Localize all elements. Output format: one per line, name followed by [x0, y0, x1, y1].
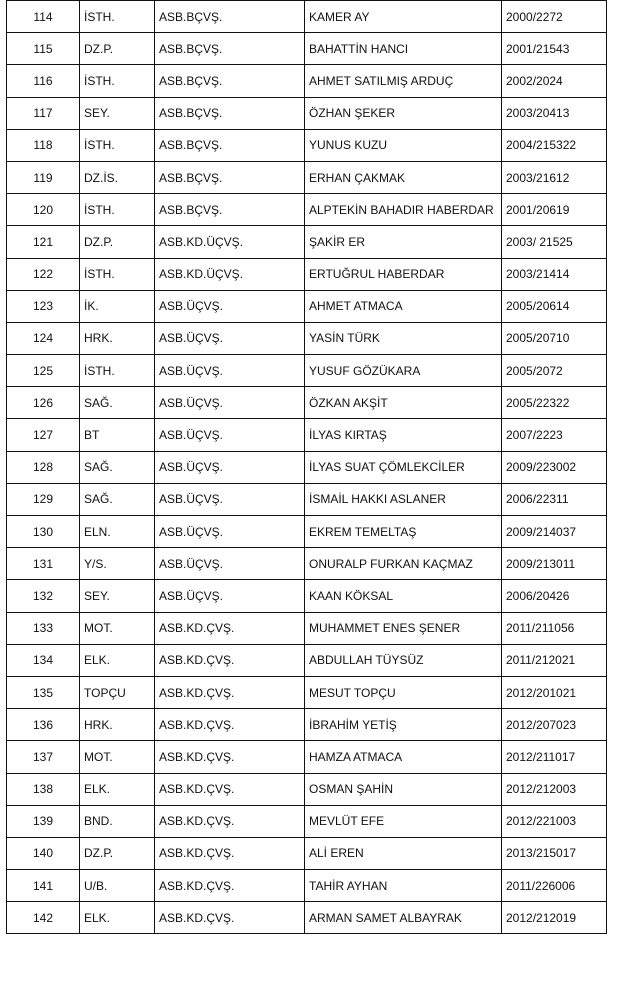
name-cell: ALPTEKİN BAHADIR HABERDAR: [305, 194, 502, 226]
branch-cell: İK.: [80, 290, 155, 322]
branch-cell: U/B.: [80, 870, 155, 902]
rank-cell: ASB.BÇVŞ.: [155, 129, 305, 161]
rank-cell: ASB.KD.ÜÇVŞ.: [155, 226, 305, 258]
registry-number-cell: 2009/213011: [502, 548, 607, 580]
registry-number-cell: 2011/226006: [502, 870, 607, 902]
table-row: [7, 226, 607, 258]
name-cell: ERTUĞRUL HABERDAR: [305, 258, 502, 290]
name-cell: HAMZA ATMACA: [305, 741, 502, 773]
name-cell: İLYAS SUAT ÇÖMLEKCİLER: [305, 451, 502, 483]
rank-cell: ASB.ÜÇVŞ.: [155, 290, 305, 322]
table-row: [7, 161, 607, 193]
rank-cell: ASB.ÜÇVŞ.: [155, 548, 305, 580]
table-row: [7, 483, 607, 515]
branch-cell: BT: [80, 419, 155, 451]
table-row: [7, 387, 607, 419]
row-number-cell: 133: [7, 612, 80, 644]
name-cell: MESUT TOPÇU: [305, 676, 502, 708]
name-cell: ONURALP FURKAN KAÇMAZ: [305, 548, 502, 580]
branch-cell: Y/S.: [80, 548, 155, 580]
registry-number-cell: 2005/20614: [502, 290, 607, 322]
name-cell: İLYAS KIRTAŞ: [305, 419, 502, 451]
name-cell: YUSUF GÖZÜKARA: [305, 355, 502, 387]
registry-number-cell: 2012/212019: [502, 902, 607, 934]
table-row: [7, 580, 607, 612]
rank-cell: ASB.ÜÇVŞ.: [155, 451, 305, 483]
table-row: [7, 902, 607, 934]
branch-cell: İSTH.: [80, 258, 155, 290]
table-row: [7, 548, 607, 580]
table-row: [7, 612, 607, 644]
branch-cell: İSTH.: [80, 1, 155, 33]
row-number-cell: 141: [7, 870, 80, 902]
rank-cell: ASB.KD.ÇVŞ.: [155, 837, 305, 869]
row-number-cell: 121: [7, 226, 80, 258]
branch-cell: SAĞ.: [80, 451, 155, 483]
branch-cell: HRK.: [80, 709, 155, 741]
name-cell: ERHAN ÇAKMAK: [305, 161, 502, 193]
table-row: [7, 451, 607, 483]
registry-number-cell: 2002/2024: [502, 65, 607, 97]
row-number-cell: 139: [7, 805, 80, 837]
table-row: [7, 1, 607, 33]
registry-number-cell: 2001/21543: [502, 33, 607, 65]
table-row: [7, 65, 607, 97]
row-number-cell: 114: [7, 1, 80, 33]
row-number-cell: 125: [7, 355, 80, 387]
row-number-cell: 129: [7, 483, 80, 515]
table-row: [7, 355, 607, 387]
name-cell: MEVLÜT EFE: [305, 805, 502, 837]
personnel-table: [6, 0, 607, 934]
personnel-list-page: [6, 0, 606, 934]
row-number-cell: 128: [7, 451, 80, 483]
registry-number-cell: 2003/21414: [502, 258, 607, 290]
rank-cell: ASB.BÇVŞ.: [155, 194, 305, 226]
registry-number-cell: 2005/22322: [502, 387, 607, 419]
rank-cell: ASB.KD.ÇVŞ.: [155, 644, 305, 676]
rank-cell: ASB.BÇVŞ.: [155, 97, 305, 129]
branch-cell: SAĞ.: [80, 387, 155, 419]
name-cell: ALİ EREN: [305, 837, 502, 869]
row-number-cell: 142: [7, 902, 80, 934]
registry-number-cell: 2000/2272: [502, 1, 607, 33]
rank-cell: ASB.BÇVŞ.: [155, 33, 305, 65]
name-cell: ÖZKAN AKŞİT: [305, 387, 502, 419]
registry-number-cell: 2012/207023: [502, 709, 607, 741]
row-number-cell: 122: [7, 258, 80, 290]
registry-number-cell: 2012/211017: [502, 741, 607, 773]
branch-cell: İSTH.: [80, 194, 155, 226]
row-number-cell: 115: [7, 33, 80, 65]
rank-cell: ASB.KD.ÇVŞ.: [155, 709, 305, 741]
rank-cell: ASB.KD.ÇVŞ.: [155, 805, 305, 837]
row-number-cell: 127: [7, 419, 80, 451]
registry-number-cell: 2012/201021: [502, 676, 607, 708]
branch-cell: MOT.: [80, 741, 155, 773]
branch-cell: İSTH.: [80, 129, 155, 161]
rank-cell: ASB.ÜÇVŞ.: [155, 483, 305, 515]
registry-number-cell: 2006/20426: [502, 580, 607, 612]
branch-cell: DZ.P.: [80, 33, 155, 65]
personnel-table-body: [7, 1, 607, 934]
name-cell: AHMET ATMACA: [305, 290, 502, 322]
row-number-cell: 138: [7, 773, 80, 805]
name-cell: İSMAİL HAKKI ASLANER: [305, 483, 502, 515]
branch-cell: SEY.: [80, 97, 155, 129]
branch-cell: ELN.: [80, 516, 155, 548]
row-number-cell: 131: [7, 548, 80, 580]
branch-cell: İSTH.: [80, 355, 155, 387]
rank-cell: ASB.KD.ÇVŞ.: [155, 676, 305, 708]
table-row: [7, 129, 607, 161]
name-cell: ABDULLAH TÜYSÜZ: [305, 644, 502, 676]
registry-number-cell: 2009/214037: [502, 516, 607, 548]
rank-cell: ASB.BÇVŞ.: [155, 1, 305, 33]
branch-cell: DZ.İS.: [80, 161, 155, 193]
registry-number-cell: 2005/20710: [502, 322, 607, 354]
branch-cell: BND.: [80, 805, 155, 837]
table-row: [7, 870, 607, 902]
table-row: [7, 676, 607, 708]
registry-number-cell: 2009/223002: [502, 451, 607, 483]
branch-cell: İSTH.: [80, 65, 155, 97]
row-number-cell: 130: [7, 516, 80, 548]
row-number-cell: 134: [7, 644, 80, 676]
row-number-cell: 117: [7, 97, 80, 129]
registry-number-cell: 2003/20413: [502, 97, 607, 129]
branch-cell: ELK.: [80, 644, 155, 676]
row-number-cell: 120: [7, 194, 80, 226]
row-number-cell: 140: [7, 837, 80, 869]
branch-cell: MOT.: [80, 612, 155, 644]
registry-number-cell: 2007/2223: [502, 419, 607, 451]
rank-cell: ASB.ÜÇVŞ.: [155, 355, 305, 387]
branch-cell: ELK.: [80, 773, 155, 805]
row-number-cell: 132: [7, 580, 80, 612]
name-cell: EKREM TEMELTAŞ: [305, 516, 502, 548]
name-cell: ŞAKİR ER: [305, 226, 502, 258]
row-number-cell: 136: [7, 709, 80, 741]
row-number-cell: 135: [7, 676, 80, 708]
table-row: [7, 516, 607, 548]
branch-cell: SEY.: [80, 580, 155, 612]
branch-cell: DZ.P.: [80, 837, 155, 869]
registry-number-cell: 2001/20619: [502, 194, 607, 226]
name-cell: YUNUS KUZU: [305, 129, 502, 161]
registry-number-cell: 2012/221003: [502, 805, 607, 837]
row-number-cell: 123: [7, 290, 80, 322]
registry-number-cell: 2003/21612: [502, 161, 607, 193]
name-cell: KAMER AY: [305, 1, 502, 33]
table-row: [7, 290, 607, 322]
name-cell: ARMAN SAMET ALBAYRAK: [305, 902, 502, 934]
name-cell: YASİN TÜRK: [305, 322, 502, 354]
row-number-cell: 126: [7, 387, 80, 419]
name-cell: İBRAHİM YETİŞ: [305, 709, 502, 741]
branch-cell: DZ.P.: [80, 226, 155, 258]
rank-cell: ASB.ÜÇVŞ.: [155, 516, 305, 548]
name-cell: OSMAN ŞAHİN: [305, 773, 502, 805]
table-row: [7, 773, 607, 805]
rank-cell: ASB.ÜÇVŞ.: [155, 322, 305, 354]
rank-cell: ASB.KD.ÇVŞ.: [155, 773, 305, 805]
rank-cell: ASB.KD.ÇVŞ.: [155, 612, 305, 644]
branch-cell: ELK.: [80, 902, 155, 934]
table-row: [7, 258, 607, 290]
table-row: [7, 709, 607, 741]
table-row: [7, 322, 607, 354]
registry-number-cell: 2006/22311: [502, 483, 607, 515]
table-row: [7, 33, 607, 65]
registry-number-cell: 2005/2072: [502, 355, 607, 387]
name-cell: KAAN KÖKSAL: [305, 580, 502, 612]
table-row: [7, 644, 607, 676]
registry-number-cell: 2012/212003: [502, 773, 607, 805]
registry-number-cell: 2004/215322: [502, 129, 607, 161]
name-cell: ÖZHAN ŞEKER: [305, 97, 502, 129]
branch-cell: HRK.: [80, 322, 155, 354]
rank-cell: ASB.KD.ÜÇVŞ.: [155, 258, 305, 290]
name-cell: TAHİR AYHAN: [305, 870, 502, 902]
table-row: [7, 741, 607, 773]
rank-cell: ASB.KD.ÇVŞ.: [155, 741, 305, 773]
row-number-cell: 119: [7, 161, 80, 193]
row-number-cell: 137: [7, 741, 80, 773]
registry-number-cell: 2003/ 21525: [502, 226, 607, 258]
registry-number-cell: 2011/211056: [502, 612, 607, 644]
rank-cell: ASB.BÇVŞ.: [155, 161, 305, 193]
table-row: [7, 837, 607, 869]
branch-cell: TOPÇU: [80, 676, 155, 708]
row-number-cell: 124: [7, 322, 80, 354]
name-cell: AHMET SATILMIŞ ARDUÇ: [305, 65, 502, 97]
rank-cell: ASB.KD.ÇVŞ.: [155, 902, 305, 934]
rank-cell: ASB.ÜÇVŞ.: [155, 580, 305, 612]
branch-cell: SAĞ.: [80, 483, 155, 515]
name-cell: MUHAMMET ENES ŞENER: [305, 612, 502, 644]
row-number-cell: 116: [7, 65, 80, 97]
table-row: [7, 97, 607, 129]
table-row: [7, 194, 607, 226]
rank-cell: ASB.BÇVŞ.: [155, 65, 305, 97]
rank-cell: ASB.ÜÇVŞ.: [155, 419, 305, 451]
rank-cell: ASB.KD.ÇVŞ.: [155, 870, 305, 902]
table-row: [7, 805, 607, 837]
registry-number-cell: 2011/212021: [502, 644, 607, 676]
name-cell: BAHATTİN HANCI: [305, 33, 502, 65]
registry-number-cell: 2013/215017: [502, 837, 607, 869]
rank-cell: ASB.ÜÇVŞ.: [155, 387, 305, 419]
table-row: [7, 419, 607, 451]
row-number-cell: 118: [7, 129, 80, 161]
